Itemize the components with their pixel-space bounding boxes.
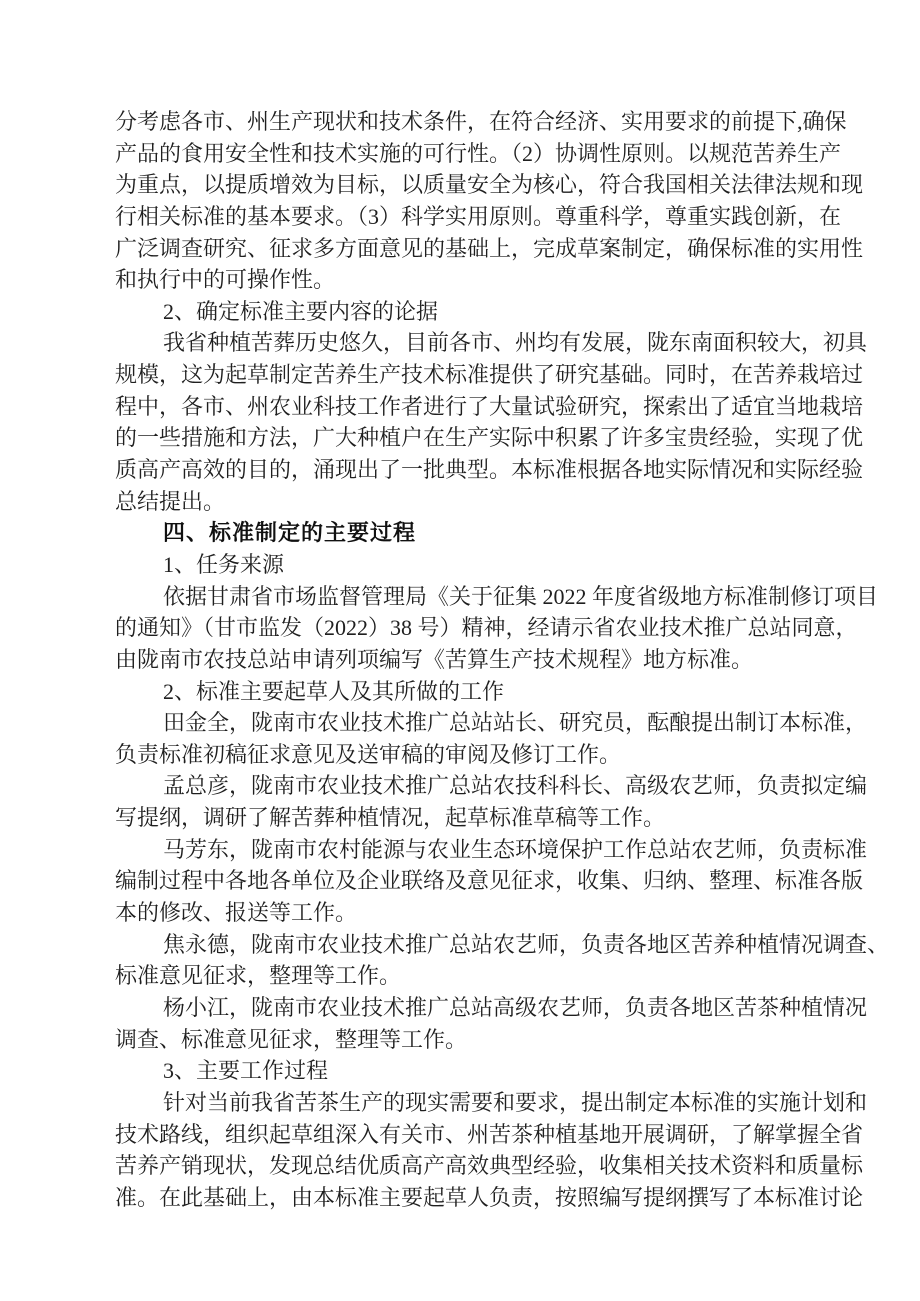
text-line: 的一些措施和方法，广大种植户在生产实际中积累了许多宝贵经验，实现了优 bbox=[115, 425, 864, 451]
text-line: 3、主要工作过程 bbox=[163, 1058, 329, 1084]
text-line: 标准意见征求，整理等工作。 bbox=[115, 963, 402, 989]
text-line: 技术路线，组织起草组深入有关市、州苦茶种植基地开展调研，了解掌握全省 bbox=[115, 1121, 864, 1147]
text-line: 我省种植苦葬历史悠久，目前各市、州均有发展，陇东南面积较大，初具 bbox=[163, 330, 868, 356]
text-line: 依据甘肃省市场监督管理局《关于征集 2022 年度省级地方标准制修订项目 bbox=[163, 583, 879, 609]
section-heading: 四、标准制定的主要过程 bbox=[163, 520, 417, 546]
text-line: 写提纲，调研了解苦葬种植情况，起草标准草稿等工作。 bbox=[115, 805, 666, 831]
text-line: 田金全，陇南市农业技术推广总站站长、研究员，酝酿提出制订本标准， bbox=[163, 710, 868, 736]
text-line: 质高产高效的目的，涌现出了一批典型。本标准根据各地实际情况和实际经验 bbox=[115, 457, 864, 483]
text-line: 调查、标准意见征求，整理等工作。 bbox=[115, 1026, 468, 1052]
text-line: 总结提出。 bbox=[115, 488, 226, 514]
text-line: 负责标准初稿征求意见及送审稿的审阅及修订工作。 bbox=[115, 741, 622, 767]
text-line: 孟总彦，陇南市农业技术推广总站农技科科长、高级农艺师，负责拟定编 bbox=[163, 773, 868, 799]
text-line: 行相关标准的基本要求。（3）科学实用原则。尊重科学，尊重实践创新，在 bbox=[115, 203, 842, 229]
text-line: 程中，各市、州农业科技工作者进行了大量试验研究，探索出了适宜当地栽培 bbox=[115, 393, 864, 419]
text-line: 编制过程中各地各单位及企业联络及意见征求，收集、归纳、整理、标准各版 bbox=[115, 868, 864, 894]
text-line: 本的修改、报送等工作。 bbox=[115, 900, 358, 926]
text-line: 苦养产销现状，发现总结优质高产高效典型经验，收集相关技术资料和质量标 bbox=[115, 1153, 864, 1179]
text-line: 准。在此基础上，由本标准主要起草人负责，按照编写提纲撰写了本标准讨论 bbox=[115, 1184, 864, 1210]
text-line: 杨小江，陇南市农业技术推广总站高级农艺师，负责各地区苦茶种植情况 bbox=[163, 994, 868, 1020]
text-line: 马芳东，陇南市农村能源与农业生态环境保护工作总站农艺师，负责标准 bbox=[163, 836, 868, 862]
text-line: 为重点，以提质增效为目标，以质量安全为核心，符合我国相关法律法规和现 bbox=[115, 172, 864, 198]
text-line: 焦永德，陇南市农业技术推广总站农艺师，负责各地区苦养种植情况调查、 bbox=[163, 931, 890, 957]
text-line: 2、标准主要起草人及其所做的工作 bbox=[163, 678, 505, 704]
text-line: 2、确定标准主要内容的论据 bbox=[163, 298, 439, 324]
text-line: 广泛调查研究、征求多方面意见的基础上，完成草案制定，确保标准的实用性 bbox=[115, 235, 864, 261]
text-line: 产品的食用安全性和技术实施的可行性。（2）协调性原则。以规范苦养生产 bbox=[115, 140, 842, 166]
text-line: 和执行中的可操作性。 bbox=[115, 267, 336, 293]
text-line: 的通知》（甘市监发（2022）38 号）精神，经请示省农业技术推广总站同意， bbox=[115, 615, 858, 641]
text-line: 1、任务来源 bbox=[163, 551, 285, 577]
document-body bbox=[115, 106, 890, 1213]
text-line: 针对当前我省苦茶生产的现实需要和要求，提出制定本标准的实施计划和 bbox=[163, 1089, 868, 1115]
text-line: 由陇南市农技总站申请列项编写《苦算生产技术规程》地方标准。 bbox=[115, 646, 754, 672]
text-line: 规模，这为起草制定苦养生产技术标准提供了研究基础。同时，在苦养栽培过 bbox=[115, 362, 864, 388]
text-line: 分考虑各市、州生产现状和技术条件，在符合经济、实用要求的前提下,确保 bbox=[115, 109, 847, 134]
